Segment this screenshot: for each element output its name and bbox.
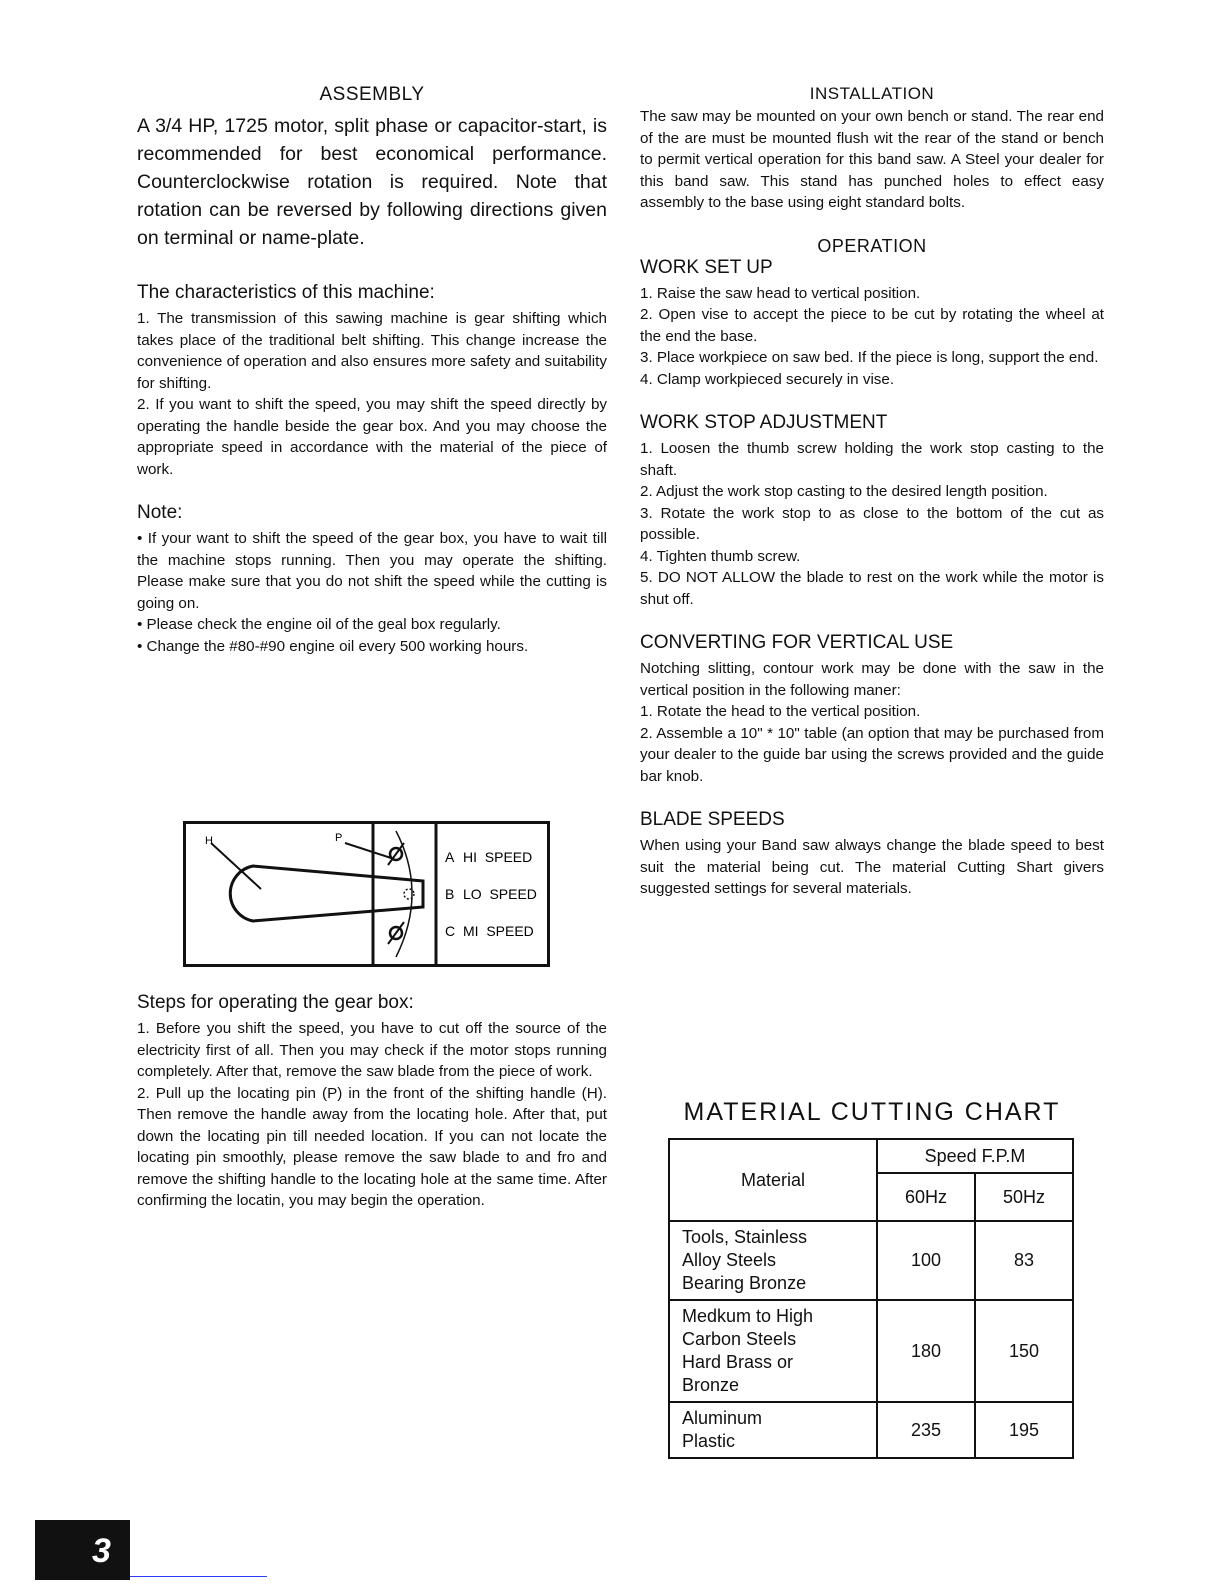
converting-title: CONVERTING FOR VERTICAL USE [640,632,954,653]
note-2: • Please check the engine oil of the geal box regularly. [137,616,501,633]
material-line: Plastic [682,1431,736,1451]
converting-1: 1. Rotate the head to the vertical position. [640,703,921,720]
material-line: Bronze [682,1375,740,1395]
speed-60hz-cell: 100 [877,1221,975,1300]
material-cutting-table [668,1138,1074,1459]
page-number-tab [35,1520,130,1580]
work-setup-3: 3. Place workpiece on saw bed. If the piece is long, support the end. [640,349,1099,366]
material-cell [669,1402,877,1458]
speed-b-text: LO SPEED [463,886,537,902]
speed-a-text: HI SPEED [463,849,533,865]
note-3: • Change the #80-#90 engine oil every 500 working hours. [137,637,529,655]
page-number: 3 [92,1532,111,1570]
work-stop-title: WORK STOP ADJUSTMENT [640,412,888,433]
characteristic-1: 1. The transmission of this sawing machine is gear shifting which takes place of the traditional belt shifting. This change increase the convenience of operation and also ensures more safety and suitability for shifting. [137,310,607,392]
blade-speeds-text: When using your Band saw always change the blade speed to best suit the material being cut. The material Cutting Shart givers suggested settings for several materials. [640,837,1104,897]
characteristics-title: The characteristics of this machine: [137,282,435,303]
material-line: Carbon Steels [682,1329,797,1349]
speed-50hz-cell: 83 [975,1221,1073,1300]
table-row [669,1402,1073,1458]
speed-50hz-cell: 150 [975,1300,1073,1402]
work-setup-title: WORK SET UP [640,256,773,278]
chart-title: MATERIAL CUTTING CHART [683,1098,1061,1126]
note-title: Note: [137,502,183,523]
speed-a-letter: A [445,849,455,865]
speed-c-letter: C [445,923,456,939]
footer-rule [130,1576,267,1577]
steps-section [137,992,607,1212]
step-1: 1. Before you shift the speed, you have to cut off the source of the electricity first of all. Then you may check if the motor stops running completely. After that, remove the saw blade from the piece of work. [137,1020,607,1080]
material-line: Hard Brass or [682,1352,794,1372]
work-stop-1: 1. Loosen the thumb screw holding the work stop casting to the shaft. [640,440,1104,479]
material-line: Aluminum [682,1408,763,1428]
speed-c-text: MI SPEED [463,923,534,939]
right-column [640,84,1104,900]
step-2: 2. Pull up the locating pin (P) in the front of the shifting handle (H). Then remove the handle away from the locating hole. After that, put down the locating pin till needed location. If you can not locate the locating pin smoothly, please remove the saw blade to and fro and remove the shifting handle to the locating hole at the same time. After confirming the locatin, you may begin the operation. [137,1084,607,1209]
material-line: Bearing Bronze [682,1273,807,1293]
work-setup-2: 2. Open vise to accept the piece to be cut by rotating the wheel at the end the base. [640,306,1104,345]
material-line: Tools, Stainless [682,1227,808,1247]
material-cell [669,1300,877,1402]
speed-b-letter: B [445,886,455,902]
table-row [669,1300,1073,1402]
work-stop-2: 2. Adjust the work stop casting to the desired length position. [640,483,1048,500]
material-line: Medkum to High [682,1306,814,1326]
installation-title: INSTALLATION [809,84,935,103]
left-column [137,84,607,657]
header-50hz: 50Hz [975,1173,1073,1221]
material-line: Alloy Steels [682,1250,777,1270]
assembly-title: ASSEMBLY [319,84,425,105]
converting-2: 2. Assemble a 10" * 10" table (an option that may be purchased from your dealer to the guide bar using the screws provided and the guide bar knob. [640,724,1104,785]
operation-title: OPERATION [817,235,927,256]
characteristic-2: 2. If you want to shift the speed, you may shift the speed directly by operating the handle beside the gear box. And you may choose the appropriate speed in accordance with the material of the piece of work. [137,396,607,478]
blade-speeds-title: BLADE SPEEDS [640,809,785,830]
speed-50hz-cell: 195 [975,1402,1073,1458]
gear-shift-diagram [183,821,550,967]
work-setup-1: 1. Raise the saw head to vertical position. [640,284,921,302]
work-stop-3: 3. Rotate the work stop to as close to the bottom of the cut as possible. [640,504,1104,543]
steps-title: Steps for operating the gear box: [137,992,414,1013]
work-stop-5: 5. DO NOT ALLOW the blade to rest on the work while the motor is shut off. [640,569,1104,608]
note-1: • If your want to shift the speed of the gear box, you have to wait till the machine stops running. Then you may operate the shifting. Please make sure that you do not shift the speed while the cutting is going on. [137,530,607,612]
header-60hz: 60Hz [877,1173,975,1221]
assembly-text: A 3/4 HP, 1725 motor, split phase or capacitor-start, is recommended for best economical performance. Counterclockwise rotation is required. Note that rotation can be reversed by following directions given on terminal or name-plate. [137,115,607,249]
speed-60hz-cell: 235 [877,1402,975,1458]
installation-text: The saw may be mounted on your own bench or stand. The rear end of the are must be mounted flush wit the rear of the stand or bench to permit vertical operation for this band saw. A Steel your dealer for this band saw. This stand has punched holes to effect easy assembly to the base using eight standard bolts. [640,108,1104,211]
converting-intro: Notching slitting, contour work may be done with the saw in the vertical position in the following maner: [640,660,1104,699]
material-cell [669,1221,877,1300]
work-setup-4: 4. Clamp workpieced securely in vise. [640,370,895,388]
table-row [669,1221,1073,1300]
header-material: Material [669,1139,877,1221]
work-stop-4: 4. Tighten thumb screw. [640,547,801,565]
header-speed: Speed F.P.M [877,1139,1073,1173]
label-h: H [205,835,213,847]
table-header-row [669,1139,1073,1173]
label-p: P [335,832,343,844]
speed-60hz-cell: 180 [877,1300,975,1402]
